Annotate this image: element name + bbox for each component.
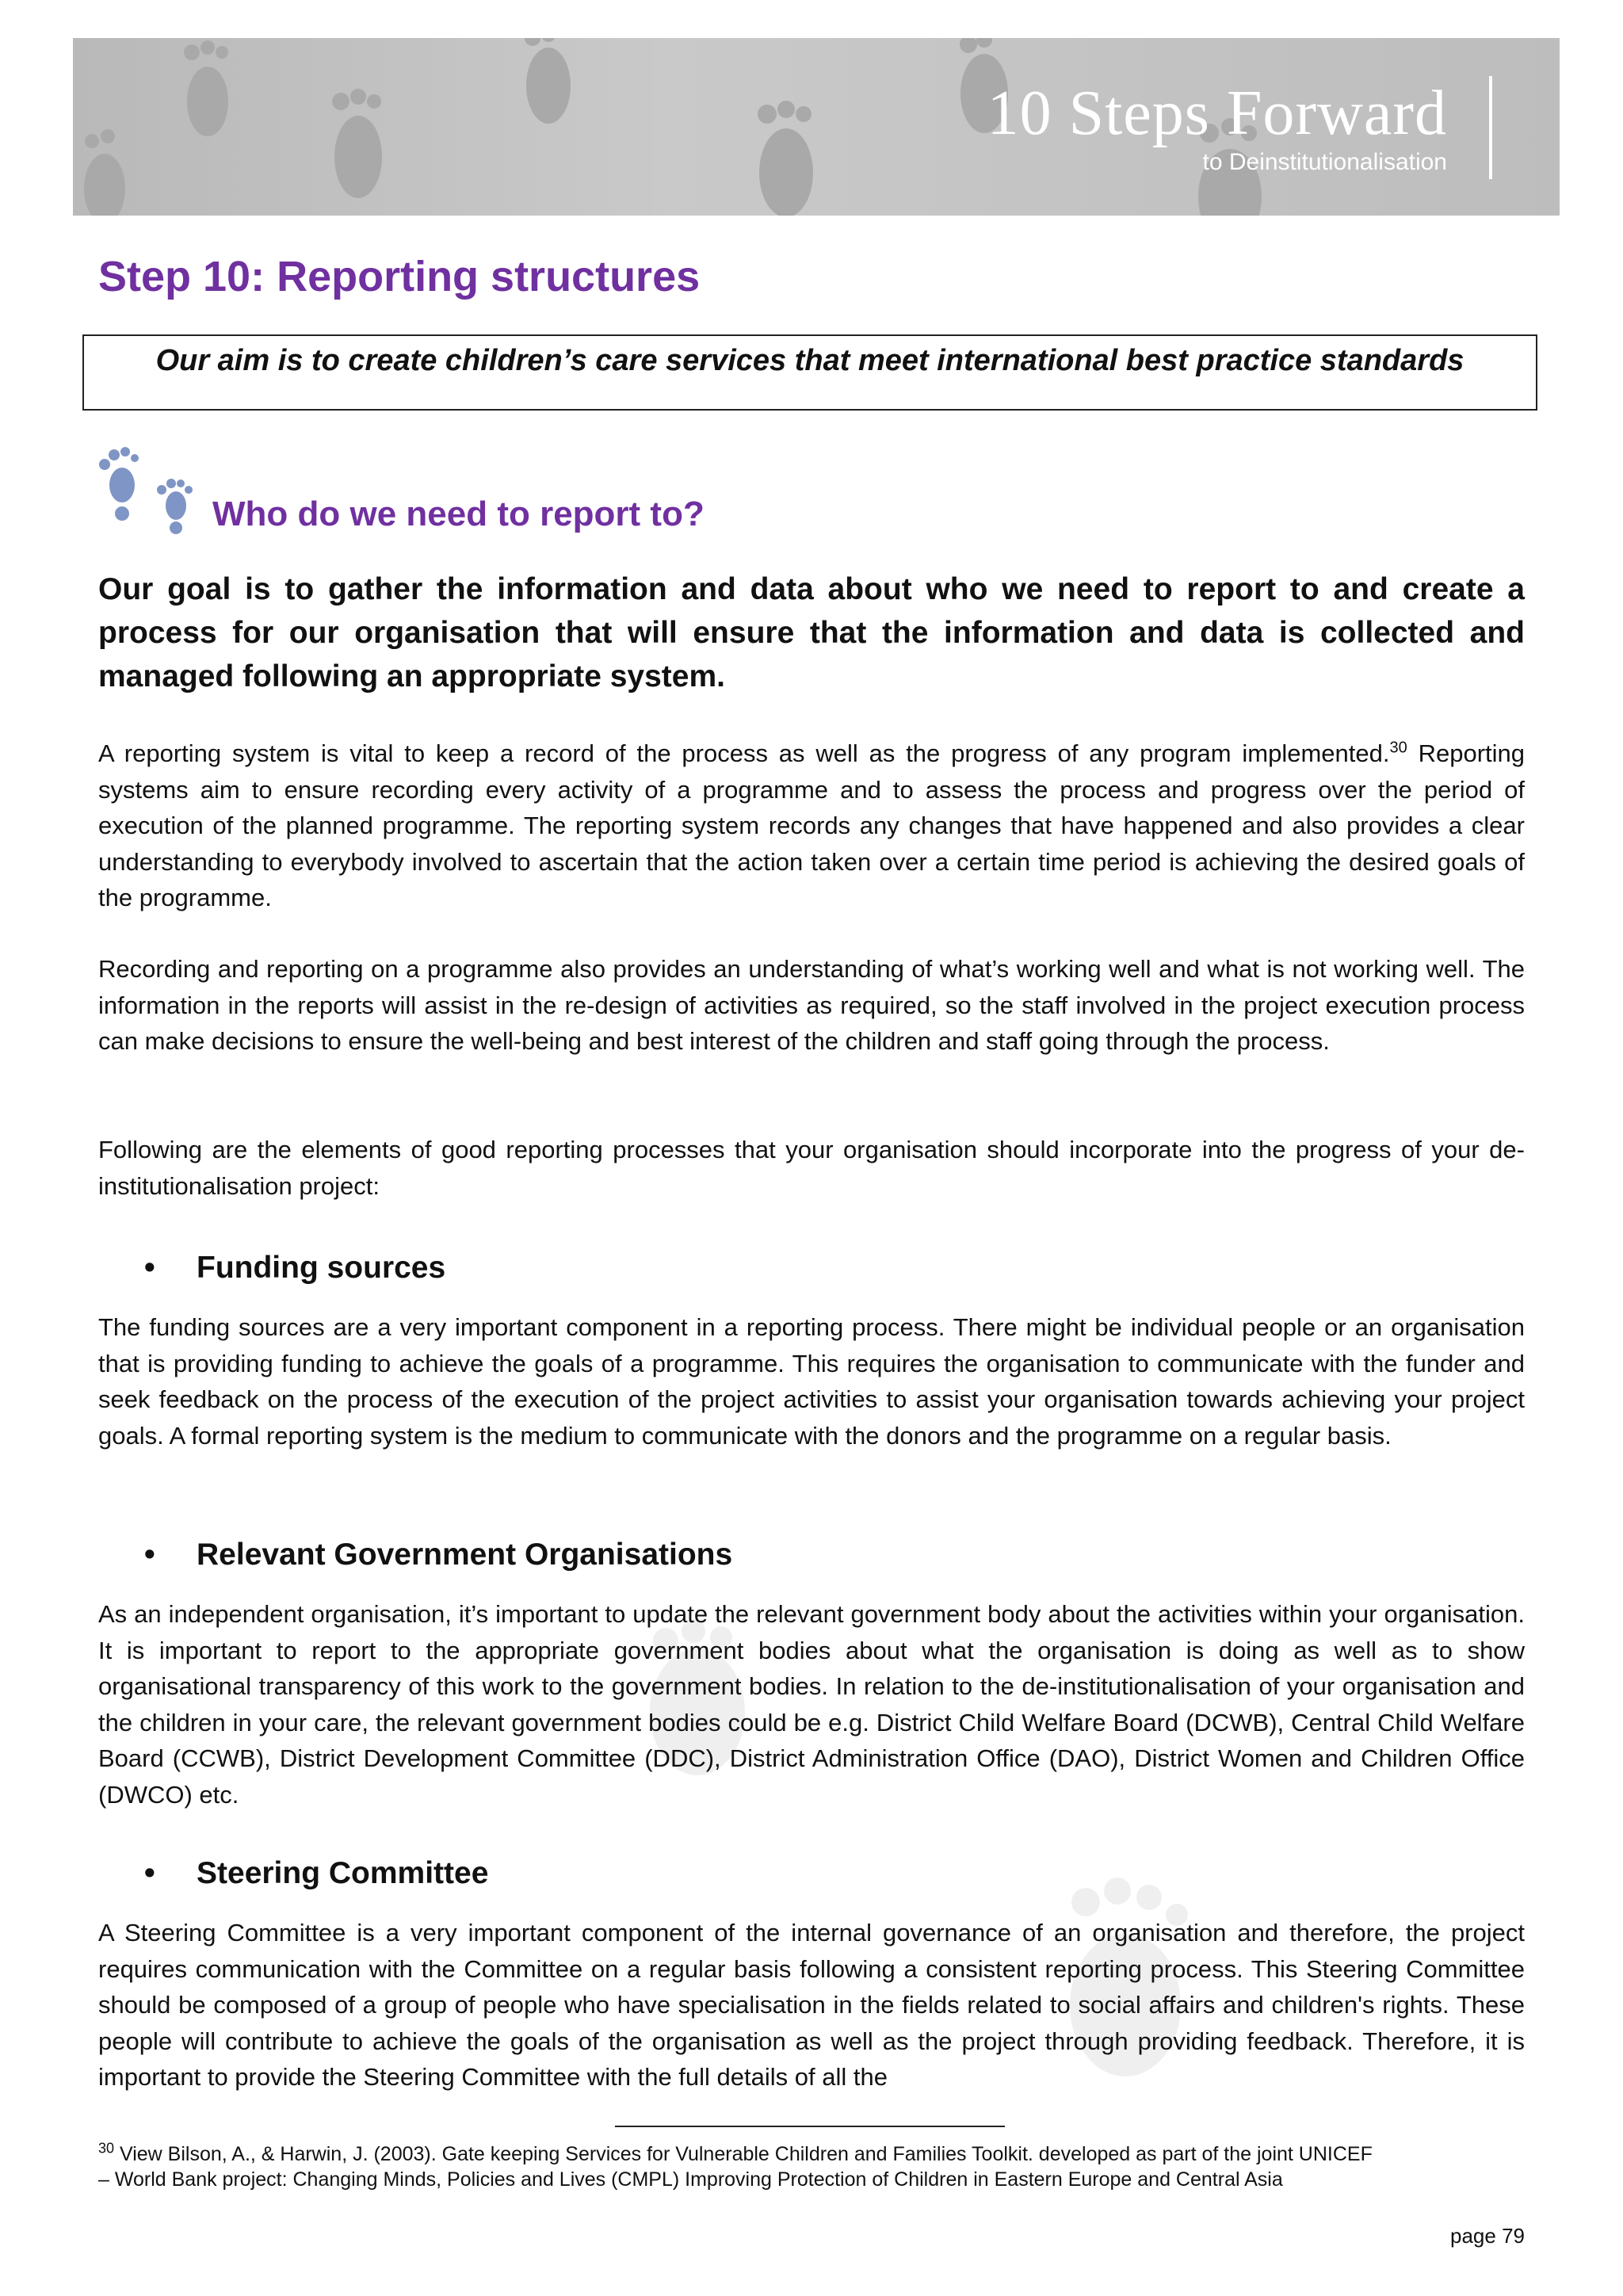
footnote xyxy=(98,2141,1556,2192)
paragraph-funding: The funding sources are a very important component in a reporting process. There might be individual people or an organisation that is providing funding to achieve the goals of a programme. This requires the organisation to communicate with the funder and seek feedback on the process of the execution of the project activities to assist your organisation towards achieving your project goals. A formal reporting system is the medium to communicate with the donors and the programme on a regular basis. xyxy=(98,1313,1525,1450)
aim-statement: Our aim is to create children’s care services that meet international best practice standards xyxy=(155,344,1465,377)
bullet-icon: • xyxy=(144,1856,155,1890)
paragraph-elements-intro: Following are the elements of good reporting processes that your organisation should incorporate into the progress of your de-institutionalisation project: xyxy=(98,1136,1525,1200)
bullet-icon: • xyxy=(144,1538,155,1572)
paragraph-steering: A Steering Committee is a very important component of the internal governance of an organisation and therefore, the project requires communication with the Committee on a regular basis following a consistent reporting process. This Steering Committee should be composed of a group of people who have specialisation in the fields related to social affairs and children's rights. These people will contribute to achieve the goals of the organisation as well as the project through providing feedback. Therefore, it is important to provide the Steering Committee with the full details of all the xyxy=(98,1919,1525,2091)
watermark-footprint-icon xyxy=(602,1617,792,1775)
footnote-line-2: – World Bank project: Changing Minds, Policies and Lives (CMPL) Improving Protection of Children in Eastern Europe and Central Asia xyxy=(98,2168,1283,2191)
footnote-number: 30 xyxy=(98,2140,115,2157)
bullet-heading-text: Relevant Government Organisations xyxy=(197,1538,733,1572)
paragraph-reporting-system xyxy=(98,735,1525,916)
header-banner xyxy=(73,38,1560,216)
footnote-reference: 30 xyxy=(1389,739,1407,757)
paragraph-recording: Recording and reporting on a programme also provides an understanding of what’s working well and what is not working well. The information in the reports will assist in the re-design of activities as required, so the staff involved in the project execution process can make decisions to ensure the well-being and best interest of the children and staff going through the process. xyxy=(98,955,1525,1055)
footprints-icon xyxy=(94,441,204,536)
footnote-line-1: View Bilson, A., & Harwin, J. (2003). Gate keeping Services for Vulnerable Children and Families Toolkit. developed as part of the joint UNICEF xyxy=(119,2143,1373,2165)
goal-statement: Our goal is to gather the information and data about who we need to report to and create a process for our organisation that will ensure that the information and data is collected and managed following an appropriate system. xyxy=(98,572,1525,693)
footnote-divider xyxy=(615,2126,1005,2127)
bullet-heading-funding xyxy=(146,1251,445,1286)
page-number: page 79 xyxy=(1450,2224,1525,2248)
bullet-heading-government xyxy=(146,1538,732,1572)
publication-subtitle: to Deinstitutionalisation xyxy=(1202,149,1447,175)
bullet-heading-text: Funding sources xyxy=(197,1251,446,1285)
paragraph-government: As an independent organisation, it’s important to update the relevant government body about the activities within your organisation. It is important to report to the appropriate government bodies about what the organisation is doing as well as to show organisational transparency of this work to the government bodies. In relation to the de-institutionalisation of your organisation and the children in your care, the relevant government bodies could be e.g. District Child Welfare Board (DCWB), Central Child Welfare Board (CCWB), District Development Committee (DDC), District Administration Office (DAO), District Women and Children Office (DWCO) etc. xyxy=(98,1600,1525,1809)
paragraph-text: A reporting system is vital to keep a record of the process as well as the progress of any program implemented. xyxy=(98,739,1390,767)
section-title: Who do we need to report to? xyxy=(212,495,705,533)
banner-divider xyxy=(1489,76,1492,179)
page-title: Step 10: Reporting structures xyxy=(98,253,701,300)
publication-title: 10 Steps Forward xyxy=(987,78,1447,148)
bullet-heading-text: Steering Committee xyxy=(197,1856,489,1890)
aim-box xyxy=(82,334,1537,411)
bullet-icon: • xyxy=(144,1251,155,1285)
bullet-heading-steering xyxy=(146,1856,488,1891)
paragraph-text-continued: Reporting systems aim to ensure recording every activity of a programme and to assess the process and progress over the period of execution of the planned programme. The reporting system records any changes that have happened and also provides a clear understanding to everybody involved to ascertain that the action taken over a certain time period is achieving the desired goals of the programme. xyxy=(98,739,1525,911)
